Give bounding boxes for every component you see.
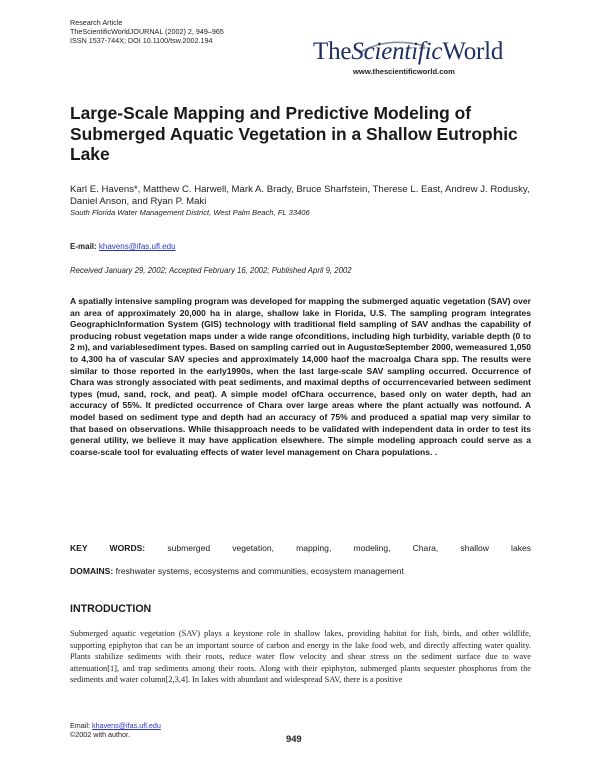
logo-wordmark: [313, 38, 503, 66]
email-line: [70, 242, 176, 251]
affiliation: South Florida Water Management District, West Palm Beach, FL 33406: [70, 208, 310, 217]
logo-url[interactable]: www.thescientificworld.com: [353, 67, 455, 76]
issn-doi: ISSN 1537-744X; DOI 10.1100/tsw.2002.194: [70, 36, 213, 46]
domains-text: freshwater systems, ecosystems and communities, ecosystem management: [115, 566, 404, 576]
footer-email-link[interactable]: khavens@ifas.ufl.edu: [91, 721, 161, 730]
page-number: 949: [286, 733, 302, 744]
keywords-text: submerged vegetation, mapping, modeling, Chara, shallow lakes: [167, 543, 532, 553]
logo-world: World: [442, 38, 504, 65]
publication-dates: Received January 29, 2002; Accepted February 16, 2002; Published April 9, 2002: [70, 266, 352, 275]
email-link[interactable]: khavens@ifas.ufl.edu: [98, 242, 176, 251]
logo-scientific: Scientific: [351, 38, 443, 65]
footer-email-label: Email:: [70, 721, 90, 730]
journal-citation: TheScientificWorldJOURNAL (2002) 2, 949–965: [70, 27, 224, 37]
footer-copyright: ©2002 with author.: [70, 730, 131, 739]
footer: [70, 721, 161, 739]
footer-email: [70, 721, 161, 730]
article-type: Research Article: [70, 18, 123, 27]
logo-the: The: [313, 38, 352, 65]
author-list: Karl E. Havens*, Matthew C. Harwell, Mark A. Brady, Bruce Sharfstein, Therese L. East, Andrew J. Rodusky, Daniel Anson, and Ryan P. Maki: [70, 184, 530, 208]
abstract: A spatially intensive sampling program was developed for mapping the submerged aquatic vegetation (SAV) over an area of approximately 20,000 ha in alarge, shallow lake in Florida, U.S. The sampling program integrates GeographicInformation System (GIS) technology with traditional field sampling of SAV andhas the capability of producing robust vegetation maps under a wide range ofconditions, including high turbidity, variable depth (0 to 2 m), and variablesediment types. Based on sampling carried out in AugustœSeptember 2000, wemeasured 1,050 to 4,300 ha of vascular SAV species and approximately 14,000 haof the macroalga Chara spp. The results were similar to those reported in the early1990s, when the last large-scale SAV sampling occurred. Occurrence of Chara was strongly associated with peat sediments, and maximal depths of occurrencevaried between sediment types (mud, sand, rock, and peat). A simple model ofChara occurrence, based only on water depth, had an accuracy of 55%. It predicted occurrence of Chara over large areas where the plant actually was notfound. A model based on sediment type and depth had an accuracy of 75% and produced a spatial map very similar to that based on observations. While thisapproach needs to be validated with independent data in order to test its general utility, we believe it may have application elsewhere. The simple modeling approach could serve as a coarse-scale tool for evaluating effects of water level management on Chara populations. .: [70, 296, 531, 457]
journal-logo[interactable]: [313, 38, 553, 84]
keywords: [70, 543, 531, 553]
domains-label: DOMAINS:: [70, 566, 114, 576]
keywords-label: KEY WORDS:: [70, 543, 146, 553]
email-label: E-mail:: [70, 242, 97, 251]
journal-header: [70, 18, 224, 46]
paper-title: Large-Scale Mapping and Predictive Modeling of Submerged Aquatic Vegetation in a Shallow Eutrophic Lake: [70, 103, 518, 165]
introduction-paragraph: Submerged aquatic vegetation (SAV) plays a keystone role in shallow lakes, providing habitat for fish, birds, and other wildlife, supporting epiphyton that can be an important source of carbon and energy in the lake food web, and directly affecting water quality. Plants stabilize sediments with their roots, reduce water flow velocity and shear stress on the sediment surface due to wave attenuation[1], and trap sediments among their roots. Along with their epiphyton, submerged plants sequester phosphorus from the sediments and water column[2,3,4]. In lakes with abundant and widespread SAV, there is a positive: [70, 629, 531, 684]
domains: [70, 566, 531, 576]
introduction-heading: INTRODUCTION: [70, 603, 152, 615]
